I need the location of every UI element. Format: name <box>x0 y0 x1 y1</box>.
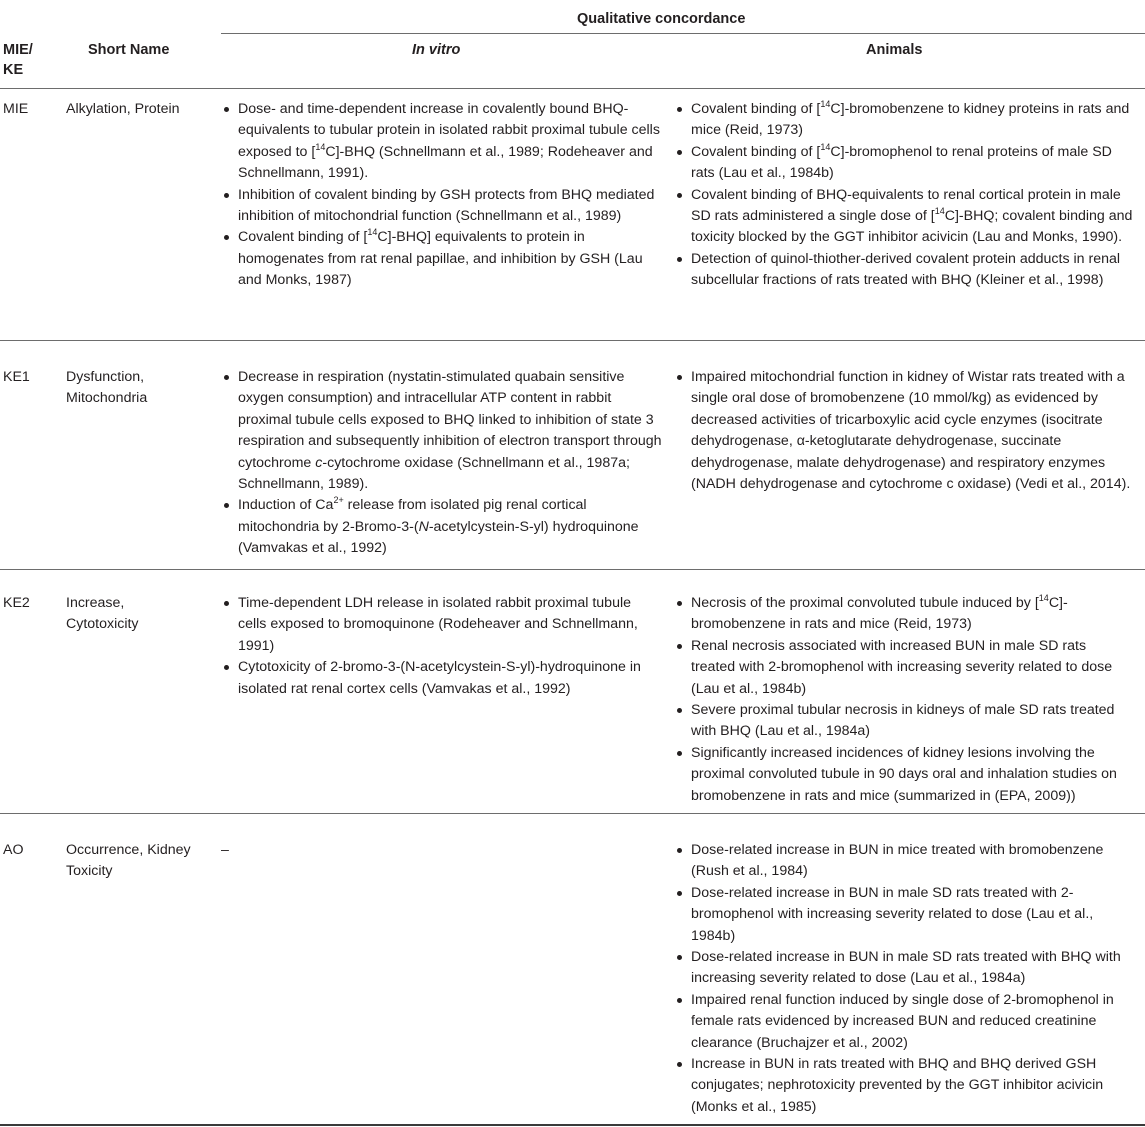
list-item: Covalent binding of BHQ-equivalents to renal cortical protein in male SD rats administered a single dose of [$^{14}$C]-BHQ; covalent binding and toxicity blocked by the GGT inhibitor acivicin (Lau and Monks, 1990). <box>675 185 1133 249</box>
header-animals: Animals <box>866 42 923 58</box>
header-group-title: Qualitative concordance <box>577 11 746 27</box>
header-mie-ke: MIE/ KE <box>3 42 33 78</box>
row-divider <box>0 340 1145 341</box>
list-item: Dose- and time-dependent increase in covalently bound BHQ-equivalents to tubular protein in isolated rabbit proximal tubule cells exposed to [$^{14}$C]-BHQ (Schnellmann et al., 1989; Rodeheaver and Schnellmann, 1991). <box>222 99 662 185</box>
list-item: Covalent binding of [$^{14}$C]-BHQ] equivalents to protein in homogenates from rat renal papillae, and inhibition by GSH (Lau and Monks, 1987) <box>222 227 662 291</box>
header-short-name: Short Name <box>88 42 170 58</box>
list-item: Covalent binding of [$^{14}$C]-bromophenol to renal proteins of male SD rats (Lau et al., 1984b) <box>675 142 1133 185</box>
row-ao-short-name: Occurrence, Kidney Toxicity <box>66 842 191 880</box>
row-ke1-short-name: Dysfunction, Mitochondria <box>66 369 148 407</box>
row-ao-animals-list <box>675 840 1133 1118</box>
list-item: Induction of $Ca^{2+}$ release from isolated pig renal cortical mitochondria by 2-Bromo-3-(N-acetylcystein-S-yl) hydroquinone (Vamvakas et al., 1992) <box>222 495 662 559</box>
list-item: Dose-related increase in BUN in male SD rats treated with 2-bromophenol with increasing severity related to dose (Lau et al., 1984b) <box>675 883 1133 947</box>
row-ke1-animals-list <box>675 367 1133 495</box>
list-item: Impaired renal function induced by single dose of 2-bromophenol in female rats evidenced by increased BUN and reduced creatinine clearance (Bruchajzer et al., 2002) <box>675 990 1133 1054</box>
row-mie-invitro-list <box>222 99 662 292</box>
row-ke2-short-name: Increase, Cytotoxicity <box>66 595 139 633</box>
header-in-vitro: In vitro <box>412 42 461 58</box>
row-mie-animals-list <box>675 99 1133 292</box>
list-item: Covalent binding of [$^{14}$C]-bromobenzene to kidney proteins in rats and mice (Reid, 1973) <box>675 99 1133 142</box>
row-ke2-animals-list <box>675 593 1133 807</box>
list-item: Detection of quinol-thiother-derived covalent protein adducts in renal subcellular fractions of rats treated with BHQ (Kleiner et al., 1998) <box>675 249 1133 292</box>
row-ke2-invitro-list <box>222 593 662 700</box>
header-group-rule <box>221 33 1145 34</box>
list-item: Time-dependent LDH release in isolated rabbit proximal tubule cells exposed to bromoquinone (Rodeheaver and Schnellmann, 1991) <box>222 593 662 657</box>
list-item: Inhibition of covalent binding by GSH protects from BHQ mediated inhibition of mitochondrial function (Schnellmann et al., 1989) <box>222 185 662 228</box>
row-divider <box>0 813 1145 814</box>
row-ke2-id: KE2 <box>3 595 30 611</box>
list-item: Impaired mitochondrial function in kidney of Wistar rats treated with a single oral dose of bromobenzene (10 mmol/kg) as evidenced by decreased activities of tricarboxylic acid cycle enzymes (isocitrate dehydrogenase, α-ketoglutarate dehydrogenase, succinate dehydrogenase, malate dehydrogenase) and respiratory enzymes (NADH dehydrogenase and cytochrome c oxidase) (Vedi et al., 2014). <box>675 367 1133 495</box>
table-bottom-rule <box>0 1124 1145 1126</box>
list-item: Dose-related increase in BUN in male SD rats treated with BHQ with increasing severity related to dose (Lau et al., 1984a) <box>675 947 1133 990</box>
row-ao-invitro-dash: – <box>221 842 229 858</box>
list-item: Dose-related increase in BUN in mice treated with bromobenzene (Rush et al., 1984) <box>675 840 1133 883</box>
row-mie-short-name: Alkylation, Protein <box>66 101 180 117</box>
row-ke1-id: KE1 <box>3 369 30 385</box>
row-divider <box>0 569 1145 570</box>
list-item: Necrosis of the proximal convoluted tubule induced by [$^{14}$C]-bromobenzene in rats and mice (Reid, 1973) <box>675 593 1133 636</box>
list-item: Renal necrosis associated with increased BUN in male SD rats treated with 2-bromophenol with increasing severity related to dose (Lau et al., 1984b) <box>675 636 1133 700</box>
list-item: Cytotoxicity of 2-bromo-3-(N-acetylcystein-S-yl)-hydroquinone in isolated rat renal cortex cells (Vamvakas et al., 1992) <box>222 657 662 700</box>
header-bottom-rule <box>0 88 1145 89</box>
row-mie-id: MIE <box>3 101 29 117</box>
row-ke1-invitro-list <box>222 367 662 560</box>
list-item: Severe proximal tubular necrosis in kidneys of male SD rats treated with BHQ (Lau et al., 1984a) <box>675 700 1133 743</box>
row-ao-id: AO <box>3 842 24 858</box>
list-item: Significantly increased incidences of kidney lesions involving the proximal convoluted tubule in 90 days oral and inhalation studies on bromobenzene in rats and mice (summarized in (EPA, 2009)) <box>675 743 1133 807</box>
list-item: Increase in BUN in rats treated with BHQ and BHQ derived GSH conjugates; nephrotoxicity prevented by the GGT inhibitor acivicin (Monks et al., 1985) <box>675 1054 1133 1118</box>
list-item: Decrease in respiration (nystatin-stimulated quabain sensitive oxygen consumption) and intracellular ATP content in rabbit proximal tubule cells exposed to BHQ linked to inhibition of state 3 respiration and subsequently inhibition of electron transport through cytochrome c-cytochrome oxidase (Schnellmann et al., 1987a; Schnellmann, 1989). <box>222 367 662 495</box>
